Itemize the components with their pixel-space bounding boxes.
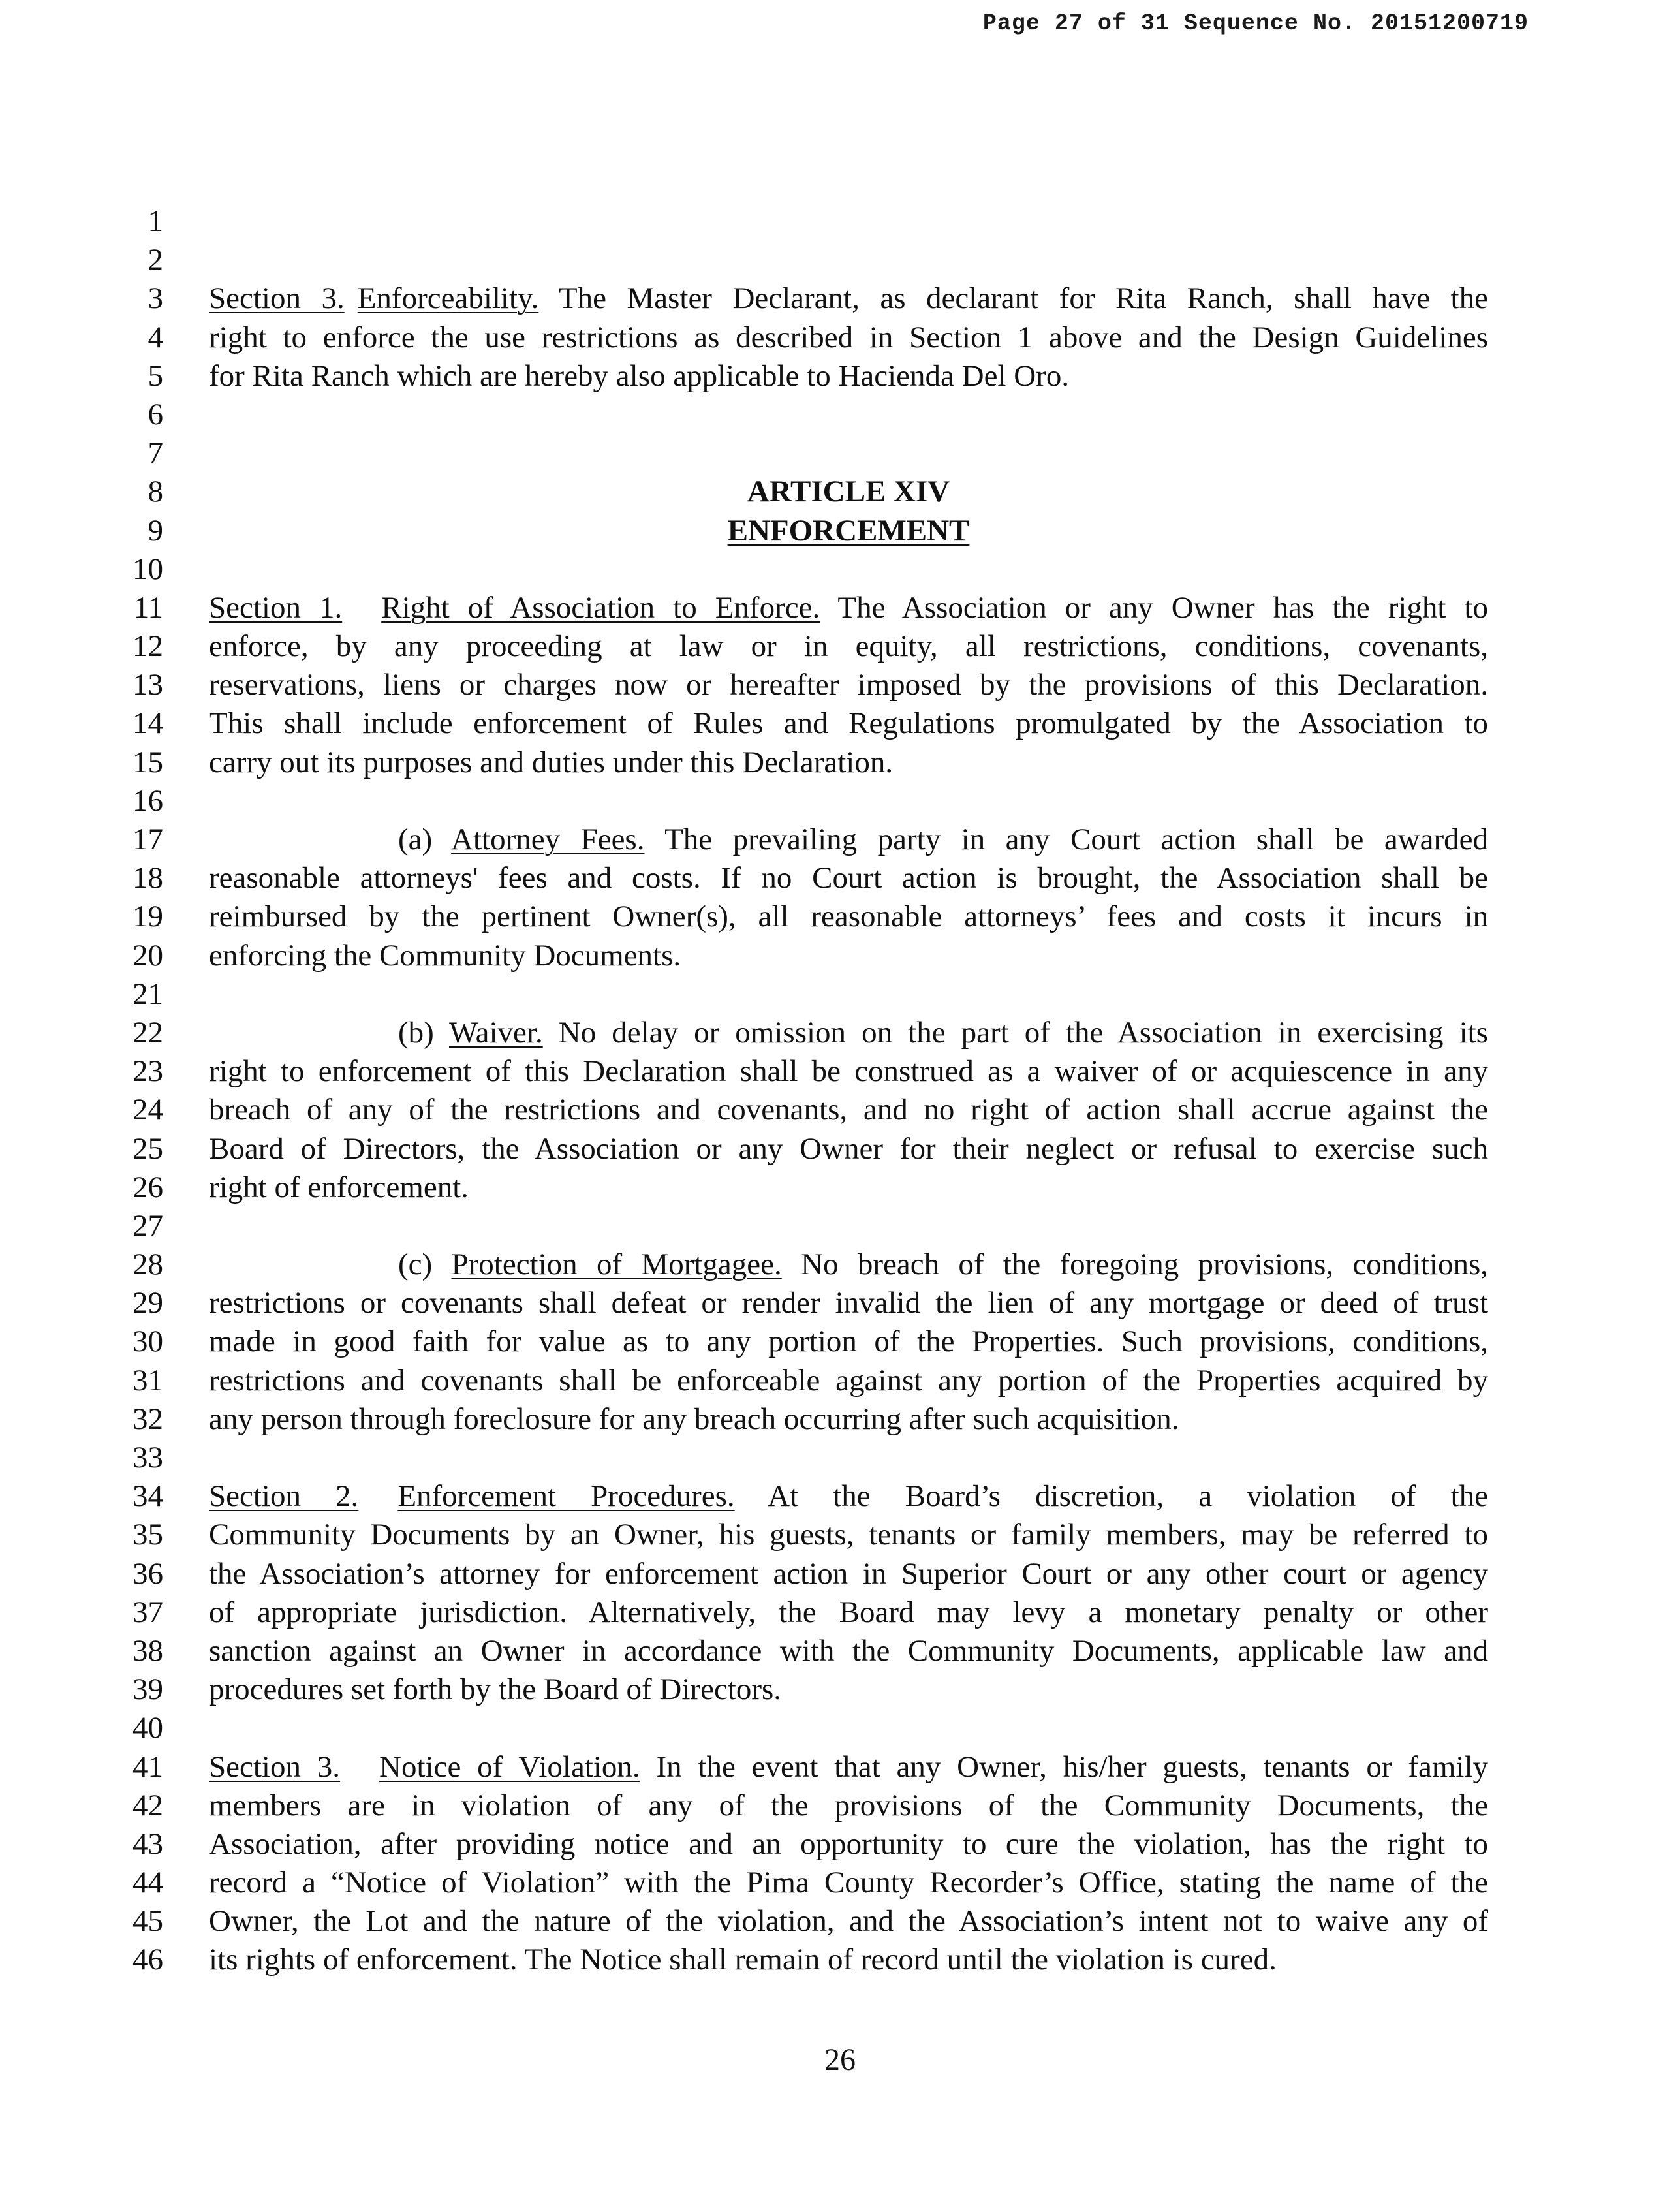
section-heading: Notice of Violation. (379, 1749, 640, 1784)
paragraph-line: made in good faith for value as to any portion of the Properties. Such provisions, conditions, (209, 1324, 1488, 1359)
paragraph-line: reimbursed by the pertinent Owner(s), all reasonable attorneys’ fees and costs it incurs in (209, 899, 1488, 934)
line-number: 5 (148, 358, 163, 393)
paragraph-line: breach of any of the restrictions and covenants, and no right of action shall accrue against the (209, 1093, 1488, 1127)
blank-line (209, 1439, 1488, 1477)
line-number: 17 (132, 822, 163, 856)
paragraph-line: Community Documents by an Owner, his guests, tenants or family members, may be referred to (209, 1518, 1488, 1552)
line-number: 18 (132, 861, 163, 896)
blank-line (209, 550, 1488, 589)
paragraph-line: Section 1. Right of Association to Enforce. The Association or any Owner has the right to (209, 590, 1489, 625)
line-number: 27 (132, 1208, 163, 1243)
section-heading: Enforceability. (357, 281, 539, 316)
paragraph-line: Section 3. Notice of Violation. In the event that any Owner, his/her guests, tenants or family (209, 1749, 1489, 1784)
line-number: 25 (132, 1131, 163, 1166)
line-number: 14 (132, 706, 163, 741)
paragraph-line: Section 3. Enforceability. The Master Declarant, as declarant for Rita Ranch, shall have the (209, 281, 1488, 316)
line-number: 29 (132, 1286, 163, 1321)
line-number-column (98, 202, 170, 1980)
paragraph-line: sanction against an Owner in accordance with the Community Documents, applicable law and (209, 1633, 1488, 1668)
paragraph-line: Section 2. Enforcement Procedures. At the Board’s discretion, a violation of the (209, 1479, 1488, 1514)
line-number: 15 (132, 745, 163, 779)
line-number: 42 (132, 1788, 163, 1822)
line-number: 30 (132, 1324, 163, 1359)
paragraph-line: Owner, the Lot and the nature of the violation, and the Association’s intent not to waive any of (209, 1904, 1488, 1939)
blank-line (209, 782, 1488, 821)
line-number: 36 (132, 1556, 163, 1591)
line-number: 43 (132, 1826, 163, 1861)
section-label: Section 1. (209, 590, 343, 625)
blank-line (209, 241, 1488, 279)
line-number: 23 (132, 1054, 163, 1089)
paragraph-line: record a “Notice of Violation” with the Pima County Recorder’s Office, stating the name of the (209, 1866, 1488, 1900)
line-number: 37 (132, 1595, 163, 1629)
line-number: 7 (148, 436, 163, 471)
paragraph-line: right to enforce the use restrictions as described in Section 1 above and the Design Guidelines (209, 320, 1488, 354)
blank-line (209, 396, 1488, 434)
paragraph-line: for Rita Ranch which are hereby also applicable to Hacienda Del Oro. (209, 358, 1070, 393)
section-label: Section 3. (209, 281, 345, 316)
line-number: 9 (148, 513, 163, 548)
paragraph-line: restrictions or covenants shall defeat or render invalid the lien of any mortgage or deed of trust (209, 1286, 1488, 1321)
line-number: 20 (132, 938, 163, 973)
page-header-sequence: Page 27 of 31 Sequence No. 20151200719 (982, 10, 1529, 37)
section-heading: Right of Association to Enforce. (381, 590, 820, 625)
line-number: 34 (132, 1479, 163, 1514)
line-number: 3 (148, 281, 163, 316)
paragraph-line: Board of Directors, the Association or any Owner for their neglect or refusal to exercise such (209, 1131, 1488, 1166)
line-number: 39 (132, 1672, 163, 1707)
line-number: 26 (132, 1170, 163, 1204)
document-body (209, 202, 1488, 1980)
paragraph-line: reservations, liens or charges now or hereafter imposed by the provisions of this Declaration. (209, 668, 1488, 702)
paragraph-line: any person through foreclosure for any breach occurring after such acquisition. (209, 1401, 1179, 1436)
section-heading: Enforcement Procedures. (397, 1479, 735, 1514)
line-number: 33 (132, 1441, 163, 1475)
blank-line (209, 975, 1488, 1014)
subsection-heading: Protection of Mortgagee. (451, 1247, 782, 1282)
paragraph-line: restrictions and covenants shall be enforceable against any portion of the Properties acquired by (209, 1363, 1488, 1398)
paragraph-line: of appropriate jurisdiction. Alternatively, the Board may levy a monetary penalty or other (209, 1595, 1488, 1629)
paragraph-line: (b) Waiver. No delay or omission on the part of the Association in exercising its (398, 1015, 1489, 1050)
line-number: 21 (132, 977, 163, 1011)
section-label: Section 2. (209, 1479, 359, 1514)
line-number: 13 (132, 668, 163, 702)
paragraph-line: the Association’s attorney for enforcement action in Superior Court or any other court or agency (209, 1556, 1488, 1591)
line-number: 6 (148, 397, 163, 431)
line-number: 8 (148, 475, 163, 509)
paragraph-line: enforcing the Community Documents. (209, 938, 681, 973)
line-number: 46 (132, 1943, 163, 1977)
paragraph-line: (a) Attorney Fees. The prevailing party in any Court action shall be awarded (398, 822, 1488, 856)
page-number: 26 (824, 2042, 856, 2077)
line-number: 28 (132, 1247, 163, 1282)
line-number: 31 (132, 1363, 163, 1398)
paragraph-line: carry out its purposes and duties under this Declaration. (209, 745, 894, 779)
line-number: 41 (132, 1749, 163, 1784)
subsection-marker: (b) (398, 1015, 434, 1050)
paragraph-line: procedures set forth by the Board of Directors. (209, 1672, 782, 1707)
paragraph-line: its rights of enforcement. The Notice shall remain of record until the violation is cured. (209, 1943, 1277, 1977)
line-number: 4 (148, 320, 163, 354)
line-number: 32 (132, 1401, 163, 1436)
line-number: 1 (148, 204, 163, 238)
blank-line (209, 1709, 1488, 1747)
line-number: 16 (132, 783, 163, 818)
subsection-marker: (c) (398, 1247, 433, 1282)
line-number: 35 (132, 1518, 163, 1552)
paragraph-line: This shall include enforcement of Rules and Regulations promulgated by the Association to (209, 706, 1488, 741)
blank-line (209, 202, 1488, 241)
line-number: 24 (132, 1093, 163, 1127)
line-number: 38 (132, 1633, 163, 1668)
line-number: 40 (132, 1711, 163, 1745)
blank-line (209, 1207, 1488, 1245)
paragraph-line: right of enforcement. (209, 1170, 469, 1204)
line-number: 44 (132, 1866, 163, 1900)
section-label: Section 3. (209, 1749, 341, 1784)
line-number: 2 (148, 243, 163, 277)
subsection-heading: Waiver. (449, 1015, 543, 1050)
paragraph-line: Association, after providing notice and an opportunity to cure the violation, has the right to (209, 1826, 1488, 1861)
subsection-heading: Attorney Fees. (451, 822, 645, 856)
paragraph-line: enforce, by any proceeding at law or in equity, all restrictions, conditions, covenants, (209, 629, 1488, 664)
line-number: 10 (132, 552, 163, 586)
paragraph-line: members are in violation of any of the provisions of the Community Documents, the (209, 1788, 1488, 1822)
paragraph-line: right to enforcement of this Declaration shall be construed as a waiver of or acquiescence in any (209, 1054, 1488, 1089)
subsection-marker: (a) (398, 822, 433, 856)
line-number: 19 (132, 899, 163, 934)
paragraph-line: reasonable attorneys' fees and costs. If no Court action is brought, the Association shall be (209, 861, 1488, 896)
line-number: 45 (132, 1904, 163, 1939)
paragraph-line: (c) Protection of Mortgagee. No breach of the foregoing provisions, conditions, (398, 1247, 1489, 1282)
blank-line (209, 434, 1488, 473)
line-number: 11 (133, 590, 163, 625)
line-number: 22 (132, 1015, 163, 1050)
line-number: 12 (132, 629, 163, 664)
article-title: ARTICLE XIV (747, 475, 950, 509)
article-subtitle: ENFORCEMENT (727, 513, 970, 548)
